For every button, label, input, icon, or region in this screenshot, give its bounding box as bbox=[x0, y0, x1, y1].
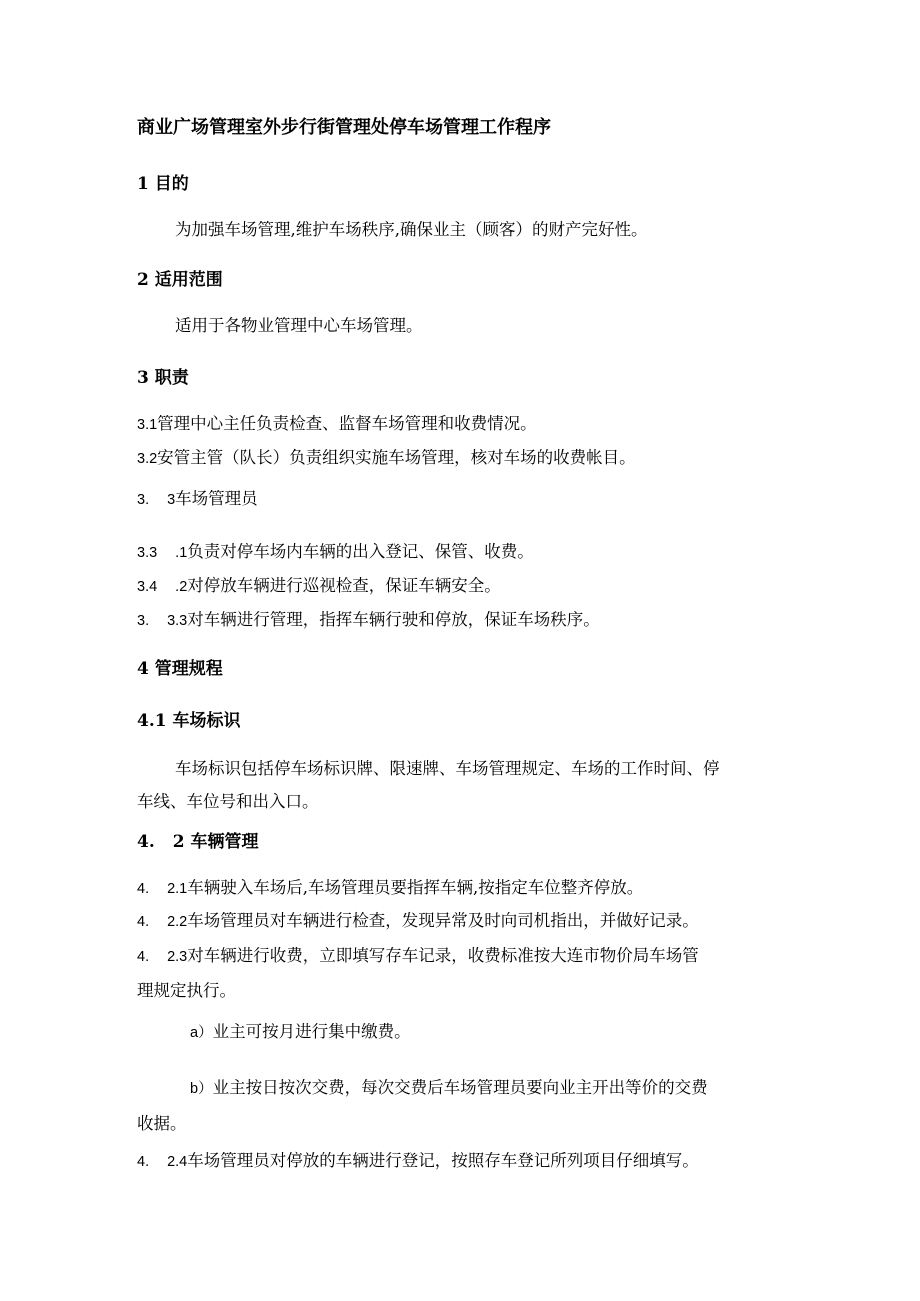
item-text: 对停放车辆进行巡视检查，保证车辆安全。 bbox=[187, 576, 501, 595]
section-2-text: 适用于各物业管理中心车场管理。 bbox=[175, 316, 423, 335]
item-number-b: 3 bbox=[167, 492, 176, 508]
item-number-b: 2.1 bbox=[167, 881, 188, 897]
item-3-3-1 bbox=[137, 544, 534, 561]
item-4-2-3-line-1 bbox=[137, 948, 699, 965]
item-text: 负责对停车场内车辆的出入登记、保管、收费。 bbox=[187, 542, 534, 561]
item-4-2-2 bbox=[137, 913, 699, 930]
section-4-2-heading bbox=[137, 834, 259, 851]
document-title: 商业广场管理室外步行街管理处停车场管理工作程序 bbox=[137, 117, 551, 138]
section-4-1-text-line-2: 车线、车位号和出入口。 bbox=[137, 792, 319, 811]
item-3-3 bbox=[137, 491, 258, 508]
heading-number-a: 4. bbox=[137, 832, 155, 852]
item-number-a: 4. bbox=[137, 949, 150, 965]
item-number-b: .2 bbox=[175, 579, 188, 595]
item-text: 对车辆进行收费，立即填写存车记录，收费标准按大连市物价局车场管 bbox=[187, 946, 699, 965]
section-4-1-heading: 4.1 车场标识 bbox=[137, 711, 241, 731]
item-3-3-2 bbox=[137, 578, 501, 595]
sub-item-b-line-1 bbox=[190, 1080, 708, 1097]
sub-item-label: a） bbox=[190, 1025, 213, 1041]
item-number-a: 4. bbox=[137, 1154, 150, 1170]
sub-item-text: 业主按日按次交费，每次交费后车场管理员要向业主开出等价的交费 bbox=[212, 1078, 708, 1097]
item-number: 3.1 bbox=[137, 417, 158, 433]
item-number-b: 3.3 bbox=[167, 613, 188, 629]
item-number-a: 4. bbox=[137, 914, 150, 930]
item-text: 车场管理员 bbox=[175, 489, 258, 508]
section-3-heading: 3 职责 bbox=[137, 368, 189, 388]
item-3-1 bbox=[137, 416, 537, 433]
item-number-b: 2.2 bbox=[167, 914, 188, 930]
item-4-2-3-line-2: 理规定执行。 bbox=[137, 981, 236, 1000]
item-number-a: 4. bbox=[137, 881, 150, 897]
item-number-a: 3.3 bbox=[137, 545, 158, 561]
item-number-a: 3. bbox=[137, 613, 150, 629]
section-1-heading: 1 目的 bbox=[137, 174, 189, 194]
section-4-heading: 4 管理规程 bbox=[137, 659, 223, 679]
item-4-2-4 bbox=[137, 1153, 699, 1170]
section-4-1-text-line-1: 车场标识包括停车场标识牌、限速牌、车场管理规定、车场的工作时间、停 bbox=[175, 759, 720, 778]
sub-item-text: 业主可按月进行集中缴费。 bbox=[212, 1022, 411, 1041]
item-4-2-1 bbox=[137, 880, 643, 897]
item-number-b: 2.3 bbox=[167, 949, 188, 965]
sub-item-a bbox=[190, 1024, 411, 1041]
item-3-3-3 bbox=[137, 612, 600, 629]
item-text: 管理中心主任负责检查、监督车场管理和收费情况。 bbox=[157, 414, 537, 433]
item-number-b: .1 bbox=[175, 545, 188, 561]
item-number-a: 3. bbox=[137, 492, 150, 508]
sub-item-label: b） bbox=[190, 1081, 213, 1097]
sub-item-b-line-2: 收据。 bbox=[137, 1114, 187, 1133]
item-text: 安管主管（队长）负责组织实施车场管理，核对车场的收费帐目。 bbox=[157, 448, 636, 467]
item-number-b: 2.4 bbox=[167, 1154, 188, 1170]
item-number-a: 3.4 bbox=[137, 579, 158, 595]
item-text: 车场管理员对车辆进行检查，发现异常及时向司机指出，并做好记录。 bbox=[187, 911, 699, 930]
heading-text: 2 车辆管理 bbox=[172, 832, 259, 852]
item-number: 3.2 bbox=[137, 451, 158, 467]
item-text: 对车辆进行管理，指挥车辆行驶和停放，保证车场秩序。 bbox=[187, 610, 600, 629]
section-1-text: 为加强车场管理,维护车场秩序,确保业主（顾客）的财产完好性。 bbox=[175, 220, 648, 239]
item-3-2 bbox=[137, 450, 636, 467]
item-text: 车场管理员对停放的车辆进行登记，按照存车登记所列项目仔细填写。 bbox=[187, 1151, 699, 1170]
item-text: 车辆驶入车场后,车场管理员要指挥车辆,按指定车位整齐停放。 bbox=[187, 878, 644, 897]
section-2-heading: 2 适用范围 bbox=[137, 270, 223, 290]
